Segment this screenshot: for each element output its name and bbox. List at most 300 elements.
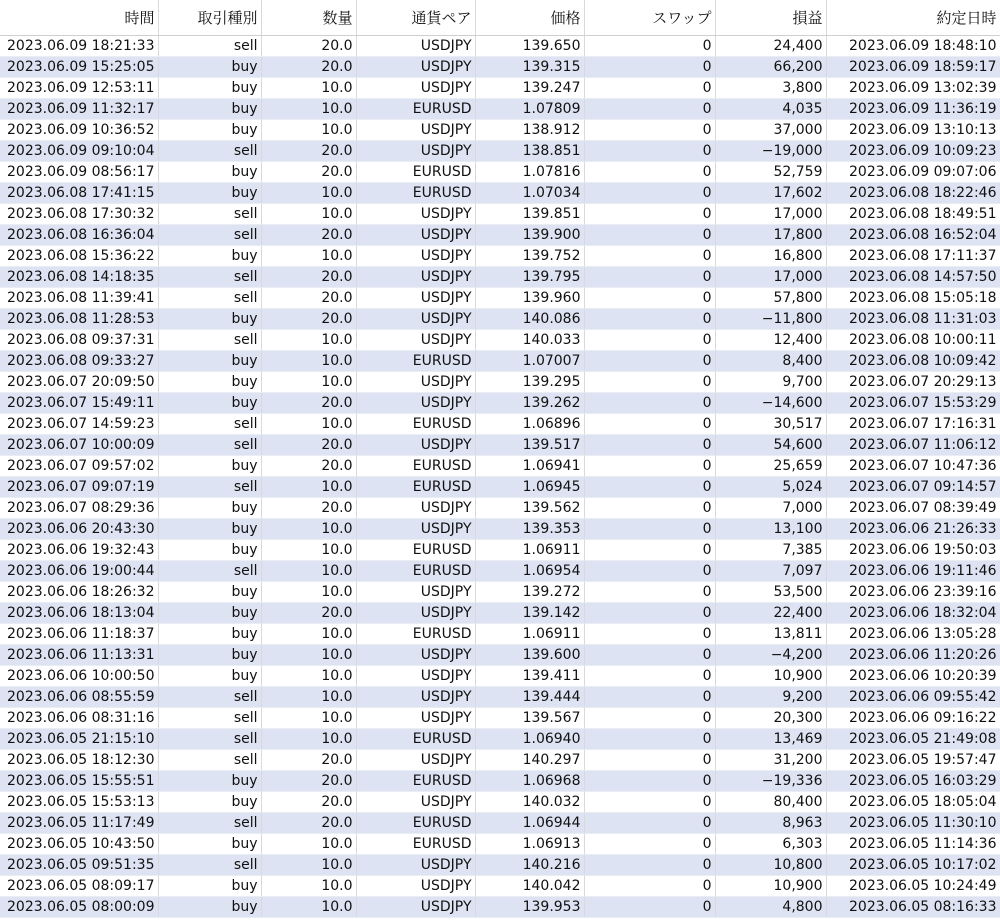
profit-loss-cell: 8,400 <box>715 351 826 372</box>
swap-cell: 0 <box>584 813 715 834</box>
swap-cell: 0 <box>584 498 715 519</box>
swap-cell: 0 <box>584 624 715 645</box>
price-cell: 139.262 <box>475 393 584 414</box>
trade-type-cell: sell <box>158 204 261 225</box>
execution-datetime-cell: 2023.06.05 18:05:04 <box>826 792 1000 813</box>
table-row[interactable] <box>0 225 1000 246</box>
execution-datetime-cell: 2023.06.06 10:20:39 <box>826 666 1000 687</box>
price-cell: 139.295 <box>475 372 584 393</box>
trade-type-cell: buy <box>158 393 261 414</box>
quantity-cell: 10.0 <box>261 204 356 225</box>
currency-pair-cell: USDJPY <box>356 897 475 918</box>
execution-datetime-cell: 2023.06.09 18:48:10 <box>826 36 1000 57</box>
profit-loss-cell: 22,400 <box>715 603 826 624</box>
trade-type-cell: buy <box>158 666 261 687</box>
quantity-cell: 20.0 <box>261 393 356 414</box>
table-row[interactable] <box>0 393 1000 414</box>
currency-pair-cell: USDJPY <box>356 57 475 78</box>
execution-datetime-cell: 2023.06.08 18:22:46 <box>826 183 1000 204</box>
profit-loss-cell: 8,963 <box>715 813 826 834</box>
swap-cell: 0 <box>584 372 715 393</box>
trade-type-cell: sell <box>158 687 261 708</box>
quantity-cell: 20.0 <box>261 36 356 57</box>
price-cell: 1.06911 <box>475 624 584 645</box>
swap-cell: 0 <box>584 435 715 456</box>
table-row[interactable] <box>0 897 1000 918</box>
currency-pair-cell: EURUSD <box>356 162 475 183</box>
table-row[interactable] <box>0 666 1000 687</box>
table-row[interactable] <box>0 162 1000 183</box>
currency-pair-cell: EURUSD <box>356 477 475 498</box>
execution-datetime-cell: 2023.06.09 18:59:17 <box>826 57 1000 78</box>
swap-cell: 0 <box>584 771 715 792</box>
profit-loss-cell: 57,800 <box>715 288 826 309</box>
currency-pair-cell: USDJPY <box>356 393 475 414</box>
price-cell: 140.032 <box>475 792 584 813</box>
table-row[interactable] <box>0 876 1000 897</box>
quantity-cell: 10.0 <box>261 897 356 918</box>
price-cell: 1.06911 <box>475 540 584 561</box>
profit-loss-cell: 7,385 <box>715 540 826 561</box>
profit-loss-cell: 17,000 <box>715 267 826 288</box>
time-cell: 2023.06.06 19:32:43 <box>0 540 158 561</box>
quantity-cell: 10.0 <box>261 414 356 435</box>
trade-type-cell: sell <box>158 288 261 309</box>
time-cell: 2023.06.07 09:57:02 <box>0 456 158 477</box>
quantity-cell: 20.0 <box>261 498 356 519</box>
swap-cell: 0 <box>584 897 715 918</box>
price-cell: 139.353 <box>475 519 584 540</box>
currency-pair-cell: EURUSD <box>356 540 475 561</box>
column-header-profit-loss[interactable]: 損益 <box>715 0 826 36</box>
swap-cell: 0 <box>584 204 715 225</box>
time-cell: 2023.06.09 08:56:17 <box>0 162 158 183</box>
swap-cell: 0 <box>584 540 715 561</box>
time-cell: 2023.06.05 08:09:17 <box>0 876 158 897</box>
price-cell: 1.07809 <box>475 99 584 120</box>
trade-type-cell: buy <box>158 540 261 561</box>
quantity-cell: 10.0 <box>261 330 356 351</box>
price-cell: 138.851 <box>475 141 584 162</box>
swap-cell: 0 <box>584 330 715 351</box>
quantity-cell: 10.0 <box>261 708 356 729</box>
time-cell: 2023.06.08 15:36:22 <box>0 246 158 267</box>
profit-loss-cell: 4,035 <box>715 99 826 120</box>
execution-datetime-cell: 2023.06.05 11:14:36 <box>826 834 1000 855</box>
execution-datetime-cell: 2023.06.08 16:52:04 <box>826 225 1000 246</box>
execution-datetime-cell: 2023.06.07 15:53:29 <box>826 393 1000 414</box>
swap-cell: 0 <box>584 246 715 267</box>
currency-pair-cell: EURUSD <box>356 834 475 855</box>
currency-pair-cell: EURUSD <box>356 99 475 120</box>
table-row[interactable] <box>0 561 1000 582</box>
quantity-cell: 10.0 <box>261 477 356 498</box>
execution-datetime-cell: 2023.06.07 11:06:12 <box>826 435 1000 456</box>
time-cell: 2023.06.09 15:25:05 <box>0 57 158 78</box>
time-cell: 2023.06.07 08:29:36 <box>0 498 158 519</box>
profit-loss-cell: 30,517 <box>715 414 826 435</box>
execution-datetime-cell: 2023.06.09 09:07:06 <box>826 162 1000 183</box>
quantity-cell: 20.0 <box>261 309 356 330</box>
trade-type-cell: buy <box>158 624 261 645</box>
price-cell: 139.567 <box>475 708 584 729</box>
execution-datetime-cell: 2023.06.06 23:39:16 <box>826 582 1000 603</box>
currency-pair-cell: USDJPY <box>356 78 475 99</box>
quantity-cell: 10.0 <box>261 855 356 876</box>
table-row[interactable] <box>0 708 1000 729</box>
execution-datetime-cell: 2023.06.06 21:26:33 <box>826 519 1000 540</box>
trade-type-cell: sell <box>158 561 261 582</box>
currency-pair-cell: USDJPY <box>356 876 475 897</box>
swap-cell: 0 <box>584 729 715 750</box>
time-cell: 2023.06.09 11:32:17 <box>0 99 158 120</box>
column-header-swap[interactable]: スワップ <box>584 0 715 36</box>
trade-type-cell: sell <box>158 141 261 162</box>
currency-pair-cell: USDJPY <box>356 120 475 141</box>
table-row[interactable] <box>0 372 1000 393</box>
currency-pair-cell: USDJPY <box>356 645 475 666</box>
table-row[interactable] <box>0 456 1000 477</box>
trade-type-cell: sell <box>158 435 261 456</box>
swap-cell: 0 <box>584 36 715 57</box>
swap-cell: 0 <box>584 645 715 666</box>
time-cell: 2023.06.08 09:33:27 <box>0 351 158 372</box>
quantity-cell: 10.0 <box>261 729 356 750</box>
quantity-cell: 20.0 <box>261 792 356 813</box>
table-row[interactable] <box>0 477 1000 498</box>
quantity-cell: 10.0 <box>261 687 356 708</box>
execution-datetime-cell: 2023.06.08 10:09:42 <box>826 351 1000 372</box>
profit-loss-cell: 17,800 <box>715 225 826 246</box>
currency-pair-cell: EURUSD <box>356 624 475 645</box>
currency-pair-cell: USDJPY <box>356 330 475 351</box>
price-cell: 139.411 <box>475 666 584 687</box>
column-header-time[interactable]: 時間 <box>0 0 158 36</box>
currency-pair-cell: USDJPY <box>356 708 475 729</box>
trade-type-cell: buy <box>158 498 261 519</box>
profit-loss-cell: −11,800 <box>715 309 826 330</box>
time-cell: 2023.06.05 18:12:30 <box>0 750 158 771</box>
table-row[interactable] <box>0 834 1000 855</box>
price-cell: 140.033 <box>475 330 584 351</box>
trade-type-cell: buy <box>158 897 261 918</box>
table-row[interactable] <box>0 771 1000 792</box>
trade-type-cell: sell <box>158 36 261 57</box>
price-cell: 140.297 <box>475 750 584 771</box>
price-cell: 140.042 <box>475 876 584 897</box>
profit-loss-cell: 52,759 <box>715 162 826 183</box>
swap-cell: 0 <box>584 267 715 288</box>
execution-datetime-cell: 2023.06.08 15:05:18 <box>826 288 1000 309</box>
price-cell: 1.06896 <box>475 414 584 435</box>
execution-datetime-cell: 2023.06.07 17:16:31 <box>826 414 1000 435</box>
execution-datetime-cell: 2023.06.05 08:16:33 <box>826 897 1000 918</box>
price-cell: 140.086 <box>475 309 584 330</box>
time-cell: 2023.06.06 19:00:44 <box>0 561 158 582</box>
currency-pair-cell: EURUSD <box>356 813 475 834</box>
trade-type-cell: buy <box>158 582 261 603</box>
time-cell: 2023.06.06 18:26:32 <box>0 582 158 603</box>
execution-datetime-cell: 2023.06.08 10:00:11 <box>826 330 1000 351</box>
profit-loss-cell: 54,600 <box>715 435 826 456</box>
execution-datetime-cell: 2023.06.05 10:24:49 <box>826 876 1000 897</box>
table-row[interactable] <box>0 435 1000 456</box>
profit-loss-cell: 12,400 <box>715 330 826 351</box>
table-row[interactable] <box>0 519 1000 540</box>
quantity-cell: 20.0 <box>261 813 356 834</box>
table-row[interactable] <box>0 57 1000 78</box>
currency-pair-cell: USDJPY <box>356 687 475 708</box>
time-cell: 2023.06.06 20:43:30 <box>0 519 158 540</box>
trade-type-cell: sell <box>158 330 261 351</box>
table-row[interactable] <box>0 750 1000 771</box>
trade-type-cell: buy <box>158 603 261 624</box>
execution-datetime-cell: 2023.06.07 08:39:49 <box>826 498 1000 519</box>
trade-type-cell: sell <box>158 729 261 750</box>
price-cell: 139.562 <box>475 498 584 519</box>
time-cell: 2023.06.08 09:37:31 <box>0 330 158 351</box>
execution-datetime-cell: 2023.06.05 19:57:47 <box>826 750 1000 771</box>
table-row[interactable] <box>0 351 1000 372</box>
currency-pair-cell: EURUSD <box>356 456 475 477</box>
quantity-cell: 10.0 <box>261 624 356 645</box>
table-row[interactable] <box>0 78 1000 99</box>
quantity-cell: 10.0 <box>261 351 356 372</box>
time-cell: 2023.06.06 18:13:04 <box>0 603 158 624</box>
execution-datetime-cell: 2023.06.07 20:29:13 <box>826 372 1000 393</box>
time-cell: 2023.06.06 08:55:59 <box>0 687 158 708</box>
trade-type-cell: buy <box>158 792 261 813</box>
trade-type-cell: buy <box>158 771 261 792</box>
profit-loss-cell: 6,303 <box>715 834 826 855</box>
trade-type-cell: sell <box>158 750 261 771</box>
currency-pair-cell: USDJPY <box>356 498 475 519</box>
time-cell: 2023.06.05 11:17:49 <box>0 813 158 834</box>
table-row[interactable] <box>0 120 1000 141</box>
trade-type-cell: buy <box>158 351 261 372</box>
quantity-cell: 20.0 <box>261 225 356 246</box>
currency-pair-cell: EURUSD <box>356 561 475 582</box>
currency-pair-cell: USDJPY <box>356 582 475 603</box>
profit-loss-cell: 13,469 <box>715 729 826 750</box>
table-row[interactable] <box>0 729 1000 750</box>
swap-cell: 0 <box>584 225 715 246</box>
trade-type-cell: buy <box>158 99 261 120</box>
profit-loss-cell: 13,811 <box>715 624 826 645</box>
execution-datetime-cell: 2023.06.09 13:02:39 <box>826 78 1000 99</box>
trade-type-cell: buy <box>158 162 261 183</box>
currency-pair-cell: USDJPY <box>356 246 475 267</box>
currency-pair-cell: USDJPY <box>356 603 475 624</box>
swap-cell: 0 <box>584 309 715 330</box>
trade-type-cell: sell <box>158 267 261 288</box>
quantity-cell: 20.0 <box>261 603 356 624</box>
table-row[interactable] <box>0 813 1000 834</box>
table-row[interactable] <box>0 540 1000 561</box>
table-row[interactable] <box>0 183 1000 204</box>
time-cell: 2023.06.05 21:15:10 <box>0 729 158 750</box>
column-header-execution-datetime[interactable]: 約定日時 <box>826 0 1000 36</box>
table-row[interactable] <box>0 645 1000 666</box>
time-cell: 2023.06.08 14:18:35 <box>0 267 158 288</box>
quantity-cell: 10.0 <box>261 834 356 855</box>
quantity-cell: 20.0 <box>261 288 356 309</box>
table-row[interactable] <box>0 624 1000 645</box>
execution-datetime-cell: 2023.06.08 18:49:51 <box>826 204 1000 225</box>
execution-datetime-cell: 2023.06.06 19:11:46 <box>826 561 1000 582</box>
profit-loss-cell: 37,000 <box>715 120 826 141</box>
swap-cell: 0 <box>584 78 715 99</box>
time-cell: 2023.06.09 10:36:52 <box>0 120 158 141</box>
execution-datetime-cell: 2023.06.08 11:31:03 <box>826 309 1000 330</box>
currency-pair-cell: USDJPY <box>356 792 475 813</box>
price-cell: 140.216 <box>475 855 584 876</box>
execution-datetime-cell: 2023.06.06 19:50:03 <box>826 540 1000 561</box>
currency-pair-cell: USDJPY <box>356 666 475 687</box>
execution-datetime-cell: 2023.06.07 09:14:57 <box>826 477 1000 498</box>
trade-type-cell: buy <box>158 645 261 666</box>
currency-pair-cell: USDJPY <box>356 750 475 771</box>
swap-cell: 0 <box>584 792 715 813</box>
trade-type-cell: buy <box>158 309 261 330</box>
currency-pair-cell: USDJPY <box>356 225 475 246</box>
price-cell: 1.06945 <box>475 477 584 498</box>
currency-pair-cell: EURUSD <box>356 414 475 435</box>
price-cell: 1.06968 <box>475 771 584 792</box>
quantity-cell: 10.0 <box>261 666 356 687</box>
column-header-currency-pair[interactable]: 通貨ペア <box>356 0 475 36</box>
quantity-cell: 10.0 <box>261 561 356 582</box>
price-cell: 1.07007 <box>475 351 584 372</box>
table-row[interactable] <box>0 414 1000 435</box>
trade-type-cell: sell <box>158 225 261 246</box>
profit-loss-cell: 53,500 <box>715 582 826 603</box>
profit-loss-cell: 4,800 <box>715 897 826 918</box>
profit-loss-cell: 25,659 <box>715 456 826 477</box>
time-cell: 2023.06.05 15:55:51 <box>0 771 158 792</box>
table-body <box>0 36 1000 918</box>
time-cell: 2023.06.09 18:21:33 <box>0 36 158 57</box>
table-row[interactable] <box>0 204 1000 225</box>
execution-datetime-cell: 2023.06.09 11:36:19 <box>826 99 1000 120</box>
currency-pair-cell: USDJPY <box>356 267 475 288</box>
swap-cell: 0 <box>584 477 715 498</box>
column-header-quantity[interactable]: 数量 <box>261 0 356 36</box>
column-header-price[interactable]: 価格 <box>475 0 584 36</box>
swap-cell: 0 <box>584 603 715 624</box>
table-row[interactable] <box>0 288 1000 309</box>
table-row[interactable] <box>0 36 1000 57</box>
trade-type-cell: sell <box>158 813 261 834</box>
table-row[interactable] <box>0 603 1000 624</box>
swap-cell: 0 <box>584 687 715 708</box>
swap-cell: 0 <box>584 582 715 603</box>
profit-loss-cell: 5,024 <box>715 477 826 498</box>
swap-cell: 0 <box>584 834 715 855</box>
profit-loss-cell: 16,800 <box>715 246 826 267</box>
table-row[interactable] <box>0 141 1000 162</box>
quantity-cell: 20.0 <box>261 435 356 456</box>
profit-loss-cell: 13,100 <box>715 519 826 540</box>
table-row[interactable] <box>0 582 1000 603</box>
swap-cell: 0 <box>584 99 715 120</box>
quantity-cell: 10.0 <box>261 78 356 99</box>
execution-datetime-cell: 2023.06.05 10:17:02 <box>826 855 1000 876</box>
execution-datetime-cell: 2023.06.06 13:05:28 <box>826 624 1000 645</box>
execution-datetime-cell: 2023.06.08 17:11:37 <box>826 246 1000 267</box>
table-row[interactable] <box>0 687 1000 708</box>
table-row[interactable] <box>0 792 1000 813</box>
profit-loss-cell: 10,900 <box>715 666 826 687</box>
time-cell: 2023.06.06 10:00:50 <box>0 666 158 687</box>
quantity-cell: 20.0 <box>261 57 356 78</box>
currency-pair-cell: EURUSD <box>356 771 475 792</box>
profit-loss-cell: 17,602 <box>715 183 826 204</box>
execution-datetime-cell: 2023.06.06 11:20:26 <box>826 645 1000 666</box>
trade-type-cell: buy <box>158 456 261 477</box>
execution-datetime-cell: 2023.06.06 09:16:22 <box>826 708 1000 729</box>
table-row[interactable] <box>0 309 1000 330</box>
profit-loss-cell: 31,200 <box>715 750 826 771</box>
price-cell: 139.315 <box>475 57 584 78</box>
time-cell: 2023.06.07 09:07:19 <box>0 477 158 498</box>
quantity-cell: 10.0 <box>261 876 356 897</box>
currency-pair-cell: USDJPY <box>356 141 475 162</box>
table-row[interactable] <box>0 99 1000 120</box>
time-cell: 2023.06.05 10:43:50 <box>0 834 158 855</box>
price-cell: 139.960 <box>475 288 584 309</box>
swap-cell: 0 <box>584 876 715 897</box>
price-cell: 139.517 <box>475 435 584 456</box>
time-cell: 2023.06.05 08:00:09 <box>0 897 158 918</box>
table-row[interactable] <box>0 246 1000 267</box>
table-row[interactable] <box>0 267 1000 288</box>
trade-type-cell: buy <box>158 372 261 393</box>
profit-loss-cell: 66,200 <box>715 57 826 78</box>
profit-loss-cell: −4,200 <box>715 645 826 666</box>
profit-loss-cell: 80,400 <box>715 792 826 813</box>
currency-pair-cell: USDJPY <box>356 309 475 330</box>
price-cell: 1.07816 <box>475 162 584 183</box>
time-cell: 2023.06.08 17:41:15 <box>0 183 158 204</box>
currency-pair-cell: USDJPY <box>356 204 475 225</box>
swap-cell: 0 <box>584 561 715 582</box>
swap-cell: 0 <box>584 855 715 876</box>
price-cell: 139.272 <box>475 582 584 603</box>
time-cell: 2023.06.07 10:00:09 <box>0 435 158 456</box>
time-cell: 2023.06.05 09:51:35 <box>0 855 158 876</box>
price-cell: 139.851 <box>475 204 584 225</box>
profit-loss-cell: −19,000 <box>715 141 826 162</box>
price-cell: 139.650 <box>475 36 584 57</box>
column-header-trade-type[interactable]: 取引種別 <box>158 0 261 36</box>
price-cell: 138.912 <box>475 120 584 141</box>
quantity-cell: 20.0 <box>261 456 356 477</box>
table-row[interactable] <box>0 855 1000 876</box>
profit-loss-cell: 10,800 <box>715 855 826 876</box>
quantity-cell: 20.0 <box>261 162 356 183</box>
execution-datetime-cell: 2023.06.06 18:32:04 <box>826 603 1000 624</box>
table-row[interactable] <box>0 330 1000 351</box>
currency-pair-cell: EURUSD <box>356 729 475 750</box>
profit-loss-cell: 7,000 <box>715 498 826 519</box>
swap-cell: 0 <box>584 750 715 771</box>
trade-type-cell: sell <box>158 414 261 435</box>
price-cell: 139.142 <box>475 603 584 624</box>
price-cell: 139.900 <box>475 225 584 246</box>
time-cell: 2023.06.05 15:53:13 <box>0 792 158 813</box>
table-row[interactable] <box>0 498 1000 519</box>
